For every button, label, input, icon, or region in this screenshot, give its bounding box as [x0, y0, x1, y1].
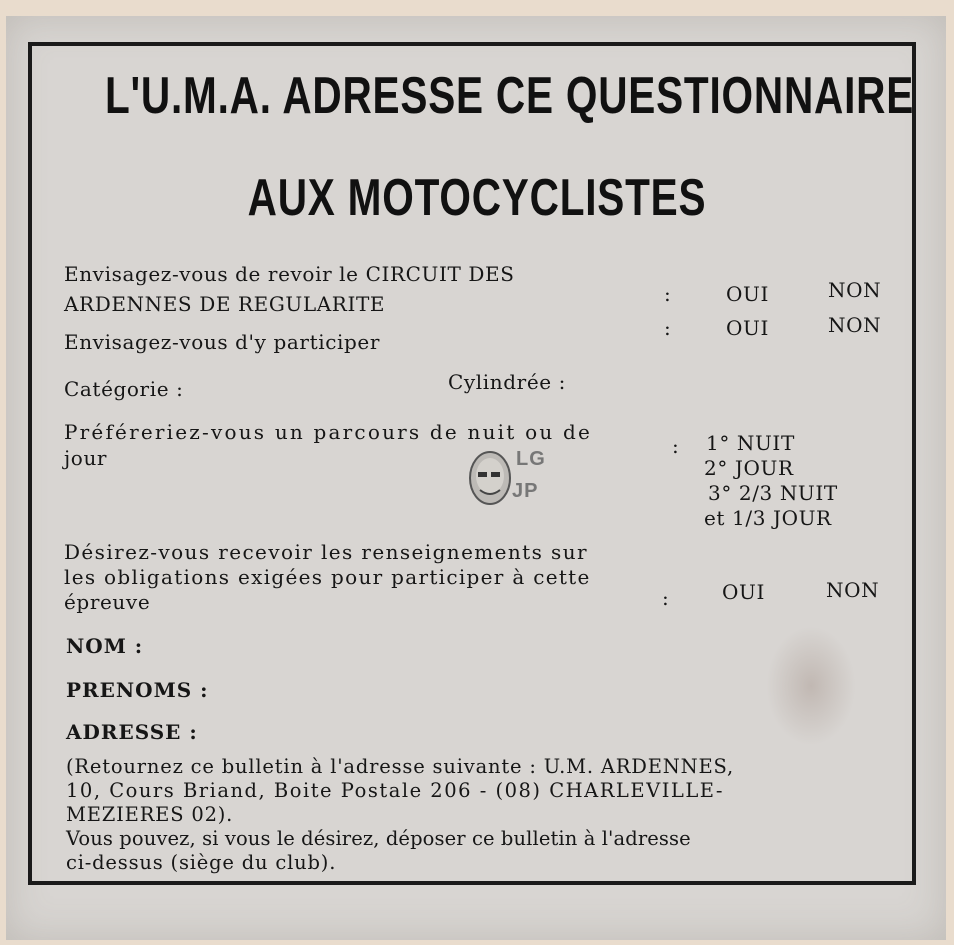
question-4-yes: OUI: [722, 580, 765, 604]
watermark-text-2: JP: [512, 480, 539, 502]
footer-line-5: ci-dessus (siège du club).: [66, 851, 337, 874]
question-4-line-1: Désirez-vous recevoir les renseignements sur: [64, 540, 588, 564]
field-nom: NOM :: [66, 634, 144, 658]
question-4-colon: :: [662, 586, 670, 610]
headline-line-1: L'U.M.A. ADRESSE CE QUESTIONNAIRE: [104, 67, 915, 125]
cylinder-label: Cylindrée :: [448, 370, 567, 394]
question-1-no: NON: [828, 278, 882, 302]
question-2-colon: :: [664, 316, 672, 340]
question-4-line-3: épreuve: [64, 590, 151, 614]
question-3-option-1: 1° NUIT: [706, 431, 795, 455]
footer-line-2: 10, Cours Briand, Boite Postale 206 - (08) CHARLEVILLE-: [66, 779, 724, 802]
question-3-line-1: Préféreriez-vous un parcours de nuit ou de: [64, 420, 592, 444]
watermark-text-1: LG: [516, 448, 546, 470]
question-3-option-3: 3° 2/3 NUIT: [708, 481, 838, 505]
question-4-no: NON: [826, 578, 880, 602]
question-2: Envisagez-vous d'y participer: [64, 330, 381, 354]
question-3-line-2: jour: [64, 446, 108, 470]
question-1-colon: :: [664, 282, 672, 306]
headline-line-2: AUX MOTOCYCLISTES: [247, 169, 707, 227]
question-3-option-3b: et 1/3 JOUR: [704, 506, 832, 530]
category-label: Catégorie :: [64, 377, 184, 401]
footer-line-1: (Retournez ce bulletin à l'adresse suivante : U.M. ARDENNES,: [66, 755, 734, 778]
question-3-colon: :: [672, 434, 680, 458]
question-1-yes: OUI: [726, 282, 769, 306]
field-adresse: ADRESSE :: [66, 720, 198, 744]
footer-line-4: Vous pouvez, si vous le désirez, déposer ce bulletin à l'adresse: [66, 827, 691, 850]
question-3-option-2: 2° JOUR: [704, 456, 794, 480]
question-2-no: NON: [828, 313, 882, 337]
question-1-line-2: ARDENNES DE REGULARITE: [64, 292, 386, 316]
footer-line-3: MEZIERES 02).: [66, 803, 234, 826]
question-1-line-1: Envisagez-vous de revoir le CIRCUIT DES: [64, 262, 515, 286]
field-prenoms: PRENOMS :: [66, 678, 209, 702]
question-2-yes: OUI: [726, 316, 769, 340]
question-4-line-2: les obligations exigées pour participer à cette: [64, 565, 591, 589]
